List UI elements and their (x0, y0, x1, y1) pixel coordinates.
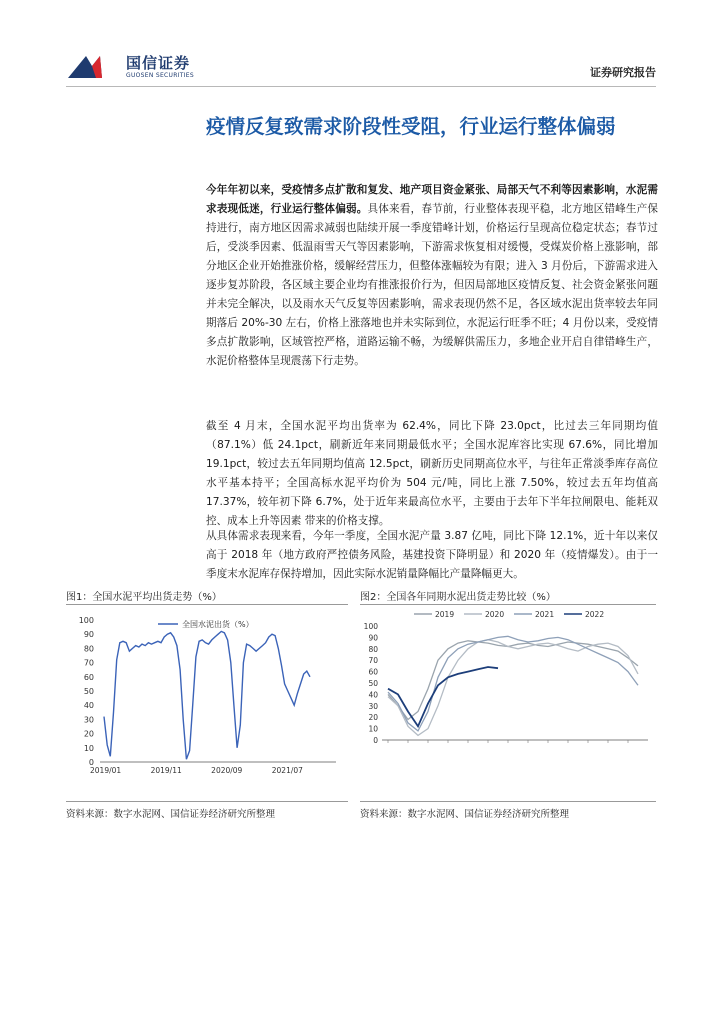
header-divider (66, 86, 656, 87)
legend-label-2021: 2021 (535, 610, 555, 619)
y-tick-label: 100 (363, 622, 378, 631)
paragraph-1-body: 具体来看，春节前，行业整体表现平稳，北方地区错峰生产保持进行，南方地区因需求减弱也陆续开展一季度错峰计划，价格运行呈现高位稳定状态；春节过后，受淡季因素、低温雨雪天气等因素影响，下游需求恢复相对缓慢，受煤炭价格上涨影响，部分地区企业开始推涨价格，缓解经营压力，但整体涨幅较为有限；进入 3 月份后，下游需求进入逐步复苏阶段，各区域主要企业均有推涨报价行为，但因局部地区疫情反复、社会资金紧张问题并未完全解决，以及雨水天气反复等因素影响，需求表现仍然不足，各区域水泥出货率较去年同期落后 20%-30 左右，价格上涨落地也并未实际到位，水泥运行旺季不旺；4 月份以来，受疫情多点扩散影响，区域管控严格，道路运输不畅，为缓解供需压力，多地企业开启自律错峰生产，水泥价格整体呈现震荡下行走势。 (206, 203, 659, 367)
figure-2-chart (360, 608, 656, 798)
y-tick-label: 0 (373, 736, 378, 745)
y-tick-label: 90 (368, 633, 378, 643)
y-tick-label: 60 (368, 667, 378, 677)
x-tick-label: 2020/09 (211, 766, 243, 775)
y-tick-label: 50 (83, 687, 94, 696)
section-title: 疫情反复致需求阶段性受阻，行业运行整体偏弱 (206, 115, 616, 138)
figure-1-source: 资料来源：数字水泥网、国信证券经济研究所整理 (66, 809, 276, 820)
y-tick-label: 100 (78, 616, 94, 625)
figure-1-top-rule (66, 604, 348, 605)
y-tick-label: 20 (368, 713, 378, 723)
series-line-shipment-rate (104, 631, 310, 759)
figure-1-title: 图1：全国水泥平均出货走势（%） (66, 592, 222, 603)
paragraph-3: 从具体需求表现来看，今年一季度，全国水泥产量 3.87 亿吨，同比下降 12.1%，近十年以来仅高于 2018 年（地方政府严控债务风险，基建投资下降明显）和 2020 年（疫情爆发）。由于一季度末水泥库存保持增加，因此实际水泥销量降幅比产量降幅更大。 (206, 530, 658, 580)
legend-label-2019: 2019 (435, 610, 455, 619)
series-line-2021 (388, 636, 638, 731)
legend-label-2022: 2022 (585, 610, 605, 619)
x-tick-label: 2019/11 (150, 766, 182, 775)
y-tick-label: 40 (83, 701, 94, 711)
y-tick-label: 80 (368, 644, 378, 654)
figure-1-chart (66, 608, 348, 798)
legend-label-2020: 2020 (485, 610, 505, 619)
y-tick-label: 0 (88, 758, 94, 767)
y-tick-label: 30 (368, 701, 378, 711)
figure-2-title: 图2：全国各年同期水泥出货走势比较（%） (360, 592, 556, 603)
y-tick-label: 70 (368, 656, 378, 666)
figure-2-top-rule (360, 604, 656, 605)
guosen-logo-icon (66, 52, 120, 80)
y-tick-label: 10 (368, 724, 378, 734)
y-tick-label: 70 (83, 658, 94, 668)
figure-2-bottom-rule (360, 801, 656, 802)
paragraph-1-lead: 今年年初以来，受疫情多点扩散和复发、地产项目资金紧张、局部天气不利等因素影响，水泥需求表现低迷，行业运行整体偏弱。 (206, 184, 658, 215)
brand-name-en: GUOSEN SECURITIES (126, 72, 195, 79)
y-tick-label: 10 (83, 743, 94, 753)
y-tick-label: 80 (83, 644, 94, 654)
y-tick-label: 20 (83, 729, 94, 739)
legend-label: 全国水泥出货（%） (182, 620, 254, 629)
figure-2-source: 资料来源：数字水泥网、国信证券经济研究所整理 (360, 809, 570, 820)
y-tick-label: 90 (83, 630, 94, 640)
y-tick-label: 60 (83, 672, 94, 682)
x-tick-label: 2021/07 (271, 766, 303, 775)
paragraph-2: 截至 4 月末，全国水泥平均出货率为 62.4%，同比下降 23.0pct，比过去三年同期均值（87.1%）低 24.1pct，刷新近年来同期最低水平；全国水泥库容比实现 67.6%，同比增加 19.1pct，较过去五年同期均值高 12.5pct，刷新历史同期高位水平，与往年正常淡季库存高位水平基本持平；全国高标水泥平均价为 504 元/吨，同比上涨 7.50%，较过去五年均值高 17.37%，较年初下降 6.7%，处于近年来最高位水平，主要由于去年下半年拉闸限电、能耗双控、成本上升等因素 带来的价格支撑。 (206, 420, 658, 527)
figure-1-bottom-rule (66, 801, 348, 802)
x-tick-label: 2019/01 (90, 766, 122, 775)
y-tick-label: 30 (83, 715, 94, 725)
paragraph-1 (206, 181, 658, 371)
y-tick-label: 40 (368, 690, 378, 700)
report-type-label: 证券研究报告 (590, 66, 656, 79)
page-header (66, 46, 656, 86)
y-tick-label: 50 (368, 679, 378, 688)
brand-name-cn: 国信证券 (126, 54, 191, 72)
